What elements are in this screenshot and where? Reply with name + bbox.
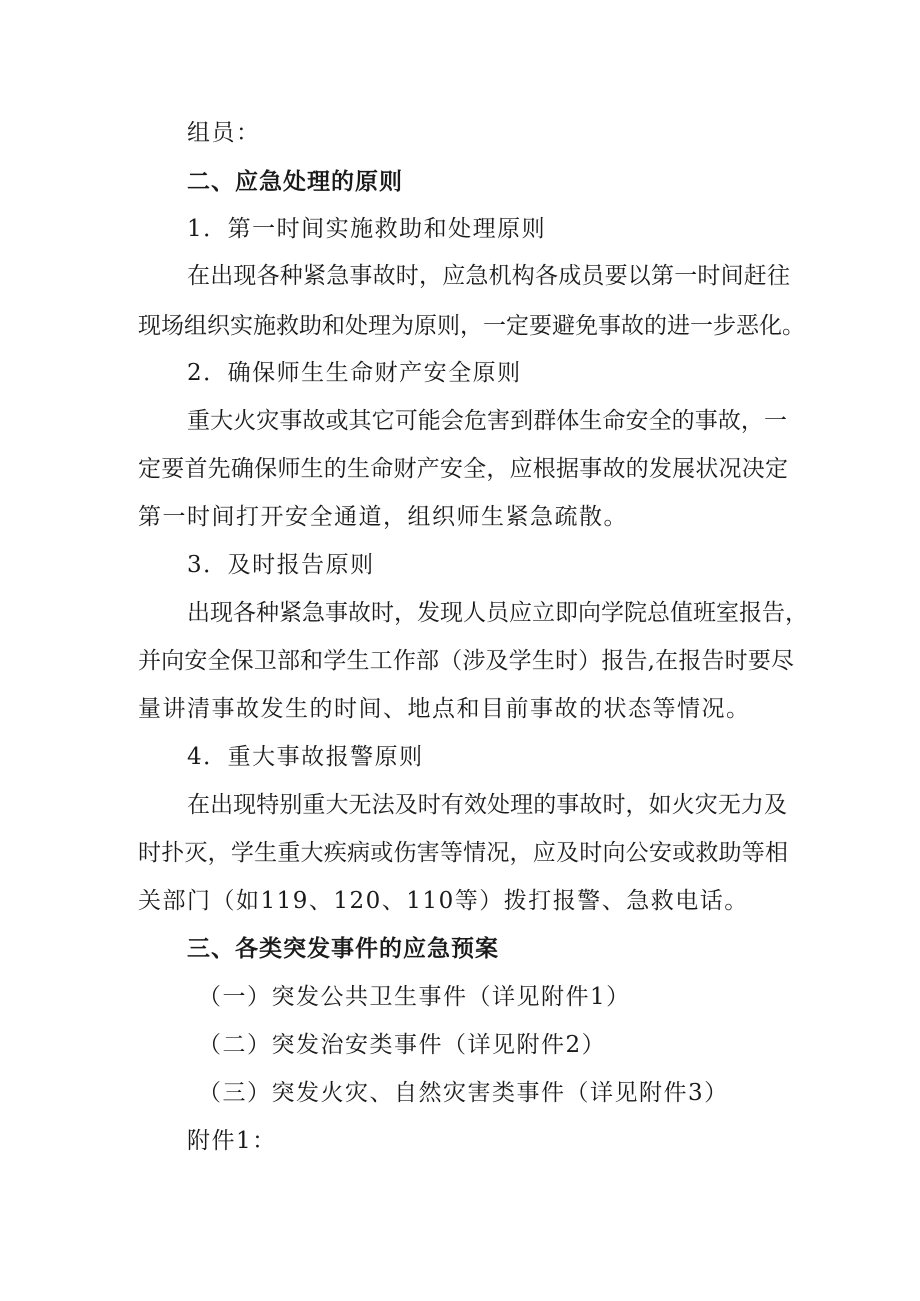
section-2-heading: 二、应急处理的原则 bbox=[187, 169, 403, 195]
principle-4-line-2: 时扑灭，学生重大疾病或伤害等情况，应及时向公安或救助等相 bbox=[138, 840, 788, 866]
principle-3-line-3: 量讲清事故发生的时间、地点和目前事故的状态等情况。 bbox=[138, 696, 751, 722]
principle-2-line-2: 定要首先确保师生的生命财产安全，应根据事故的发展状况决定 bbox=[138, 456, 788, 482]
plan-item-1: （一）突发公共卫生事件（详见附件1） bbox=[198, 984, 631, 1010]
principle-4-line-1: 在出现特别重大无法及时有效处理的事故时，如火灾无力及 bbox=[187, 792, 787, 818]
principle-2-line-1: 重大火灾事故或其它可能会危害到群体生命安全的事故，一 bbox=[187, 408, 787, 434]
members-label: 组员： bbox=[187, 120, 261, 146]
principle-2-line-3: 第一时间打开安全通道，组织师生紧急疏散。 bbox=[138, 504, 628, 530]
principle-2-title: 2．确保师生生命财产安全原则 bbox=[187, 360, 522, 386]
principle-4-line-3: 关部门（如119、120、110等）拨打报警、急救电话。 bbox=[138, 888, 749, 914]
plan-item-3: （三）突发火灾、自然灾害类事件（详见附件3） bbox=[198, 1080, 729, 1106]
principle-1-title: 1．第一时间实施救助和处理原则 bbox=[187, 216, 547, 242]
section-3-heading: 三、各类突发事件的应急预案 bbox=[187, 936, 499, 962]
principle-3-title: 3．及时报告原则 bbox=[187, 552, 375, 578]
principle-3-line-1: 出现各种紧急事故时，发现人员应立即向学院总值班室报告， bbox=[187, 600, 808, 626]
principle-4-title: 4．重大事故报警原则 bbox=[187, 744, 424, 770]
plan-item-2: （二）突发治安类事件（详见附件2） bbox=[198, 1032, 607, 1058]
principle-3-line-2: 并向安全保卫部和学生工作部（涉及学生时）报告,在报告时要尽 bbox=[138, 648, 794, 674]
attachment-label: 附件1： bbox=[187, 1128, 277, 1154]
principle-1-line-1: 在出现各种紧急事故时，应急机构各成员要以第一时间赶往 bbox=[187, 263, 790, 289]
principle-1-line-2: 现场组织实施救助和处理为原则，一定要避免事故的进一步恶化。 bbox=[138, 313, 805, 339]
